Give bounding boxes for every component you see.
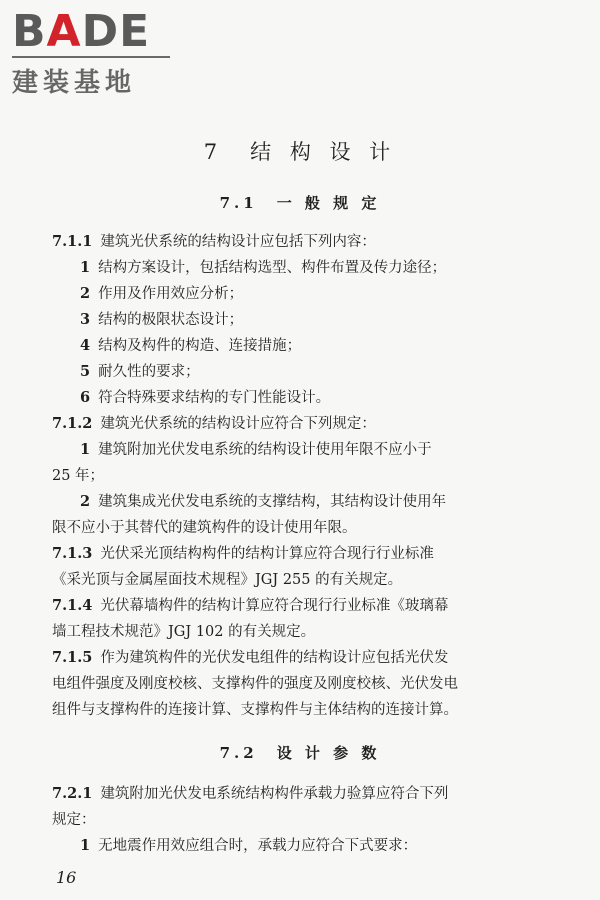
item-text: 符合特殊要求结构的专门性能设计。	[98, 390, 331, 406]
continuation-text: 电组件强度及刚度校核、支撑构件的强度及刚度校核、光伏发电	[52, 676, 458, 692]
item-text: 结构方案设计，包括结构选型、构件布置及传力途径；	[98, 260, 447, 276]
item-text: 建筑集成光伏发电系统的支撑结构，其结构设计使用年	[98, 494, 447, 510]
item-line	[80, 336, 301, 356]
logo	[12, 6, 182, 99]
logo-subtitle: 建装基地	[12, 68, 137, 98]
item-line	[80, 440, 432, 460]
continuation-line	[52, 466, 104, 486]
continuation-text: 25 年；	[52, 468, 105, 484]
chapter-title: 7 结 构 设 计	[203, 140, 397, 164]
clause-number: 7.2.1	[52, 785, 93, 802]
continuation-line	[52, 810, 96, 830]
clause-line	[52, 596, 448, 616]
item-line	[80, 310, 243, 330]
page-number: 16	[56, 868, 77, 887]
logo-letter-b: B	[12, 6, 47, 57]
item-number: 5	[80, 363, 91, 380]
item-line	[80, 284, 243, 304]
item-line	[80, 836, 417, 856]
continuation-line	[52, 700, 458, 720]
item-text: 建筑附加光伏发电系统的结构设计使用年限不应小于	[98, 442, 432, 458]
continuation-text: 限不应小于其替代的建筑构件的设计使用年限。	[52, 520, 357, 536]
clause-line	[52, 648, 448, 668]
section-heading-7-1: 7.1 一 般 规 定	[219, 194, 381, 212]
item-number: 2	[80, 493, 91, 510]
clause-line	[52, 544, 434, 564]
clause-line	[52, 784, 448, 804]
clause-number: 7.1.2	[52, 415, 93, 432]
continuation-text: 规定：	[52, 812, 96, 828]
item-line	[80, 258, 446, 278]
continuation-text: 组件与支撑构件的连接计算、支撑构件与主体结构的连接计算。	[52, 702, 458, 718]
clause-line	[52, 414, 376, 434]
continuation-text: 《采光顶与金属屋面技术规程》JGJ 255 的有关规定。	[52, 572, 403, 588]
item-number: 2	[80, 285, 91, 302]
clause-number: 7.1.4	[52, 597, 93, 614]
clause-text: 光伏幕墙构件的结构计算应符合现行行业标准《玻璃幕	[100, 598, 449, 614]
logo-letters-de: DE	[81, 6, 151, 57]
continuation-line	[52, 674, 458, 694]
logo-wordmark	[12, 6, 182, 57]
item-number: 4	[80, 337, 91, 354]
item-text: 结构的极限状态设计；	[98, 312, 244, 328]
clause-number: 7.1.5	[52, 649, 93, 666]
item-number: 1	[80, 441, 91, 458]
continuation-line	[52, 570, 402, 590]
item-line	[80, 492, 446, 512]
item-text: 耐久性的要求；	[98, 364, 200, 380]
item-number: 1	[80, 259, 91, 276]
clause-number: 7.1.1	[52, 233, 93, 250]
item-number: 1	[80, 837, 91, 854]
clause-text: 作为建筑构件的光伏发电组件的结构设计应包括光伏发	[100, 650, 449, 666]
clause-number: 7.1.3	[52, 545, 93, 562]
clause-text: 建筑光伏系统的结构设计应符合下列规定：	[100, 416, 376, 432]
item-line	[80, 388, 330, 408]
clause-text: 建筑附加光伏发电系统结构构件承载力验算应符合下列	[100, 786, 449, 802]
clause-text: 建筑光伏系统的结构设计应包括下列内容：	[100, 234, 376, 250]
section-heading-7-2: 7.2 设 计 参 数	[219, 744, 381, 762]
item-text: 无地震作用效应组合时，承载力应符合下式要求：	[98, 838, 418, 854]
continuation-text: 墙工程技术规范》JGJ 102 的有关规定。	[52, 624, 316, 640]
clause-line	[52, 232, 376, 252]
item-number: 3	[80, 311, 91, 328]
logo-letter-a: A	[46, 6, 82, 57]
continuation-line	[52, 622, 315, 642]
continuation-line	[52, 518, 357, 538]
item-number: 6	[80, 389, 91, 406]
item-line	[80, 362, 200, 382]
item-text: 结构及构件的构造、连接措施；	[98, 338, 302, 354]
item-text: 作用及作用效应分析；	[98, 286, 244, 302]
clause-text: 光伏采光顶结构构件的结构计算应符合现行行业标准	[100, 546, 434, 562]
